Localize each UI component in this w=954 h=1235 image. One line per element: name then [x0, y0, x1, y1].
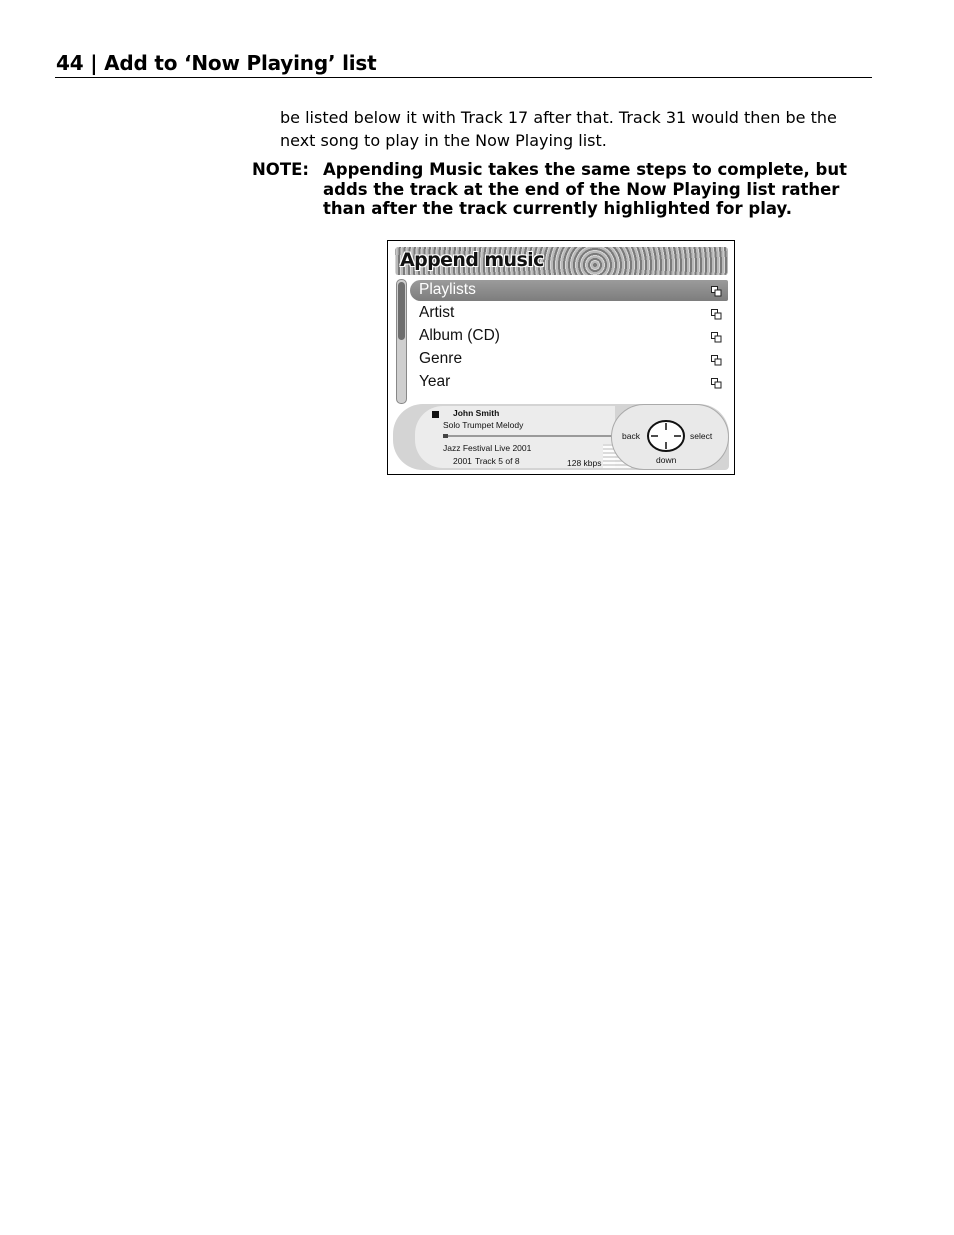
- now-playing-album: Jazz Festival Live 2001: [443, 443, 532, 453]
- now-playing-artist: John Smith: [453, 408, 500, 418]
- submenu-icon: [711, 286, 722, 297]
- navigation-pad[interactable]: [611, 404, 729, 470]
- nav-back-label[interactable]: back: [622, 431, 640, 441]
- nav-down-label[interactable]: down: [656, 455, 677, 465]
- menu-item-label: Year: [419, 373, 451, 390]
- menu-item-year[interactable]: [410, 372, 728, 393]
- submenu-icon: [711, 332, 722, 343]
- now-playing-year: 2001: [453, 456, 472, 466]
- scrollbar[interactable]: [396, 279, 407, 404]
- submenu-icon: [711, 355, 722, 366]
- menu-item-label: Playlists: [419, 281, 476, 298]
- nav-wheel-icon[interactable]: [646, 419, 686, 453]
- submenu-icon: [711, 309, 722, 320]
- stop-icon: [432, 411, 439, 418]
- now-playing-track: Track 5 of 8: [475, 456, 520, 466]
- track-progress-fill: [443, 434, 448, 438]
- menu-item-genre[interactable]: [410, 349, 728, 370]
- screen-title-bar: [395, 247, 728, 275]
- note-label: NOTE:: [252, 160, 309, 179]
- menu-item-label: Genre: [419, 350, 463, 367]
- submenu-icon: [711, 378, 722, 389]
- now-playing-panel: [393, 404, 729, 470]
- now-playing-info: [415, 406, 615, 468]
- note-text: Appending Music takes the same steps to complete, but adds the track at the end of the Now Playing list rather than after the track currently highlighted for play.: [323, 160, 847, 218]
- track-progress-bar: [443, 435, 619, 437]
- menu-item-playlists[interactable]: [410, 280, 728, 301]
- body-paragraph: be listed below it with Track 17 after that. Track 31 would then be the next song to play in the Now Playing list.: [280, 108, 837, 150]
- page-title: 44 | Add to ‘Now Playing’ list: [56, 51, 377, 75]
- now-playing-song: Solo Trumpet Melody: [443, 420, 524, 430]
- screen-title: Append music: [400, 249, 544, 271]
- menu-item-album[interactable]: [410, 326, 728, 347]
- menu-item-label: Artist: [419, 304, 455, 321]
- nav-select-label[interactable]: select: [690, 431, 713, 441]
- menu-item-label: Album (CD): [419, 327, 500, 344]
- device-screenshot: [387, 240, 735, 475]
- page-header: [55, 50, 872, 78]
- now-playing-bitrate: 128 kbps: [567, 458, 602, 468]
- scrollbar-thumb[interactable]: [398, 282, 405, 340]
- menu-item-artist[interactable]: [410, 303, 728, 324]
